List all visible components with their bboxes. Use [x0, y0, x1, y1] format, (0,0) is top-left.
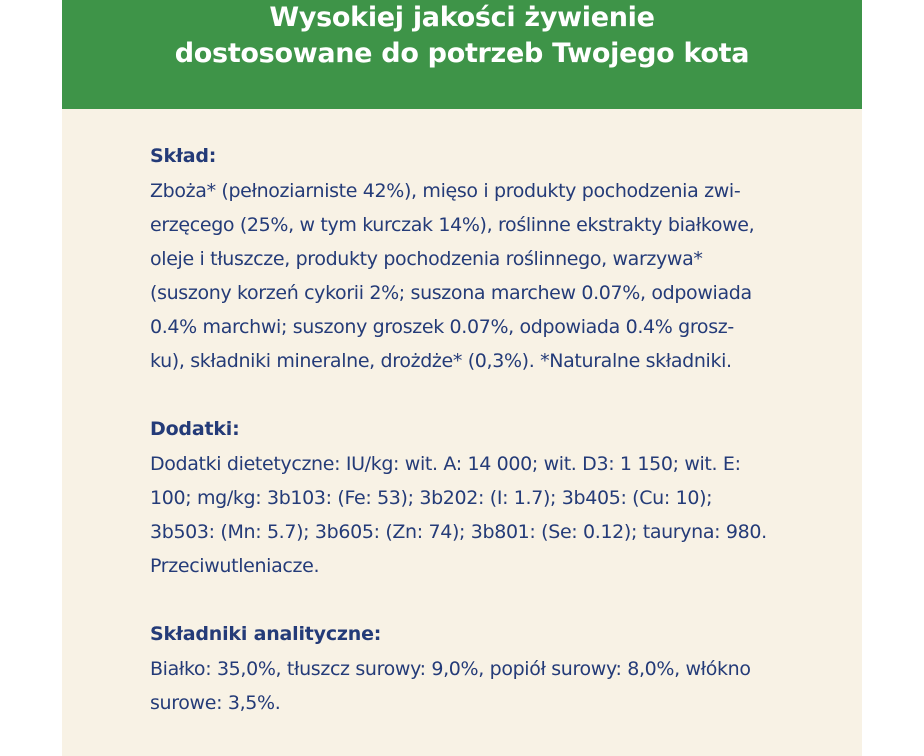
composition-heading: Skład:: [150, 145, 217, 167]
composition-text: [150, 174, 850, 378]
text-line: Białko: 35,0%, tłuszcz surowy: 9,0%, popiół surowy: 8,0%, włókno: [150, 658, 751, 680]
analytical-text: [150, 652, 850, 720]
additives-section: [150, 417, 850, 583]
text-line: Dodatki dietetyczne: IU/kg: wit. A: 14 000; wit. D3: 1 150; wit. E:: [150, 453, 741, 475]
text-line: erzęcego (25%, w tym kurczak 14%), roślinne ekstrakty białkowe,: [150, 214, 755, 236]
text-line: surowe: 3,5%.: [150, 692, 281, 714]
product-info-panel: [62, 0, 862, 756]
text-line: (suszony korzeń cykorii 2%; suszona marchew 0.07%, odpowiada: [150, 282, 752, 304]
text-line: ku), składniki mineralne, drożdże* (0,3%). *Naturalne składniki.: [150, 350, 732, 372]
additives-text: [150, 447, 850, 583]
text-line: 3b503: (Mn: 5.7); 3b605: (Zn: 74); 3b801: (Se: 0.12); tauryna: 980.: [150, 521, 767, 543]
analytical-section: [150, 622, 850, 720]
additives-heading: Dodatki:: [150, 418, 240, 440]
text-line: Przeciwutleniacze.: [150, 555, 320, 577]
text-line: Zboża* (pełnoziarniste 42%), mięso i produkty pochodzenia zwi-: [150, 180, 741, 202]
text-line: 100; mg/kg: 3b103: (Fe: 53); 3b202: (I: 1.7); 3b405: (Cu: 10);: [150, 487, 713, 509]
text-line: 0.4% marchwi; suszony groszek 0.07%, odpowiada 0.4% grosz-: [150, 316, 734, 338]
analytical-heading: Składniki analityczne:: [150, 623, 382, 645]
header-banner: [62, 0, 862, 109]
text-line: oleje i tłuszcze, produkty pochodzenia roślinnego, warzywa*: [150, 248, 703, 270]
composition-section: [150, 144, 850, 378]
banner-title-line-1: Wysokiej jakości żywienie: [269, 2, 655, 33]
banner-title-line-2: dostosowane do potrzeb Twojego kota: [174, 38, 750, 69]
